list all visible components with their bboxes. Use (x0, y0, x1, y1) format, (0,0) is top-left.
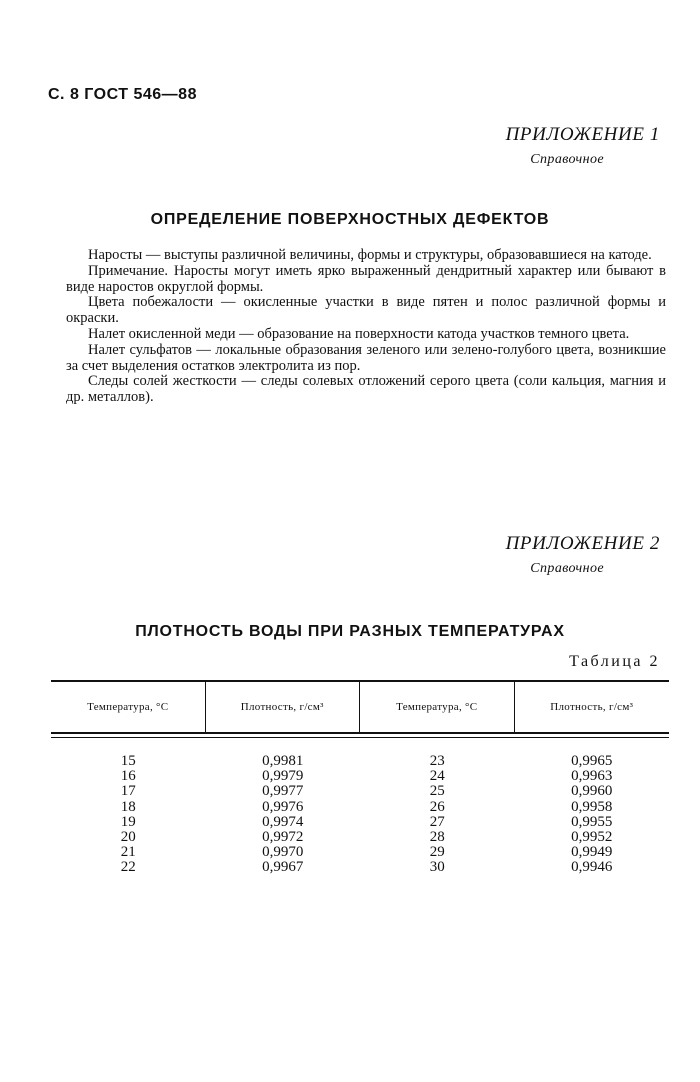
temperature-cell: 27 (429, 813, 445, 830)
definition-paragraph: Налет сульфатов — локальные образования зеленого или зелено-голубого цвета, возникшие за счет выделения остатков электролита из пор. (66, 341, 666, 374)
defects-definitions (66, 248, 666, 406)
definition-paragraph: Следы солей жесткости — следы солевых отложений серого цвета (соли кальция, магния и др. металлов). (66, 373, 666, 406)
header-temperature-left: Температура, °С (51, 682, 206, 732)
appendix-2-heading: ПЛОТНОСТЬ ВОДЫ ПРИ РАЗНЫХ ТЕМПЕРАТУРАХ (135, 623, 565, 640)
definition-paragraph: Цвета побежалости — окисленные участки в виде пятен и полос различной формы и окраски. (66, 294, 666, 327)
temperature-column-right (360, 754, 515, 888)
appendix-1-heading: ОПРЕДЕЛЕНИЕ ПОВЕРХНОСТНЫХ ДЕФЕКТОВ (150, 211, 550, 228)
temperature-cell: 24 (429, 768, 445, 785)
temperature-cell: 22 (120, 859, 136, 876)
density-cell: 0,9965 (571, 753, 613, 769)
density-cell: 0,9958 (571, 798, 613, 815)
density-cell: 0,9970 (262, 844, 304, 861)
water-density-table (51, 680, 669, 888)
appendix-2-title: ПРИЛОЖЕНИЕ 2 (505, 533, 660, 554)
density-cell: 0,9979 (262, 768, 304, 785)
temperature-cell: 17 (120, 783, 136, 800)
density-column-left (206, 754, 361, 888)
header-density-left: Плотность, г/см³ (206, 682, 361, 732)
table-body (51, 738, 669, 888)
page-header: С. 8 ГОСТ 546—88 (48, 86, 197, 103)
density-cell: 0,9967 (262, 859, 304, 876)
temperature-cell: 18 (120, 798, 136, 815)
density-cell: 0,9972 (262, 828, 304, 845)
temperature-cell: 25 (429, 783, 445, 800)
header-temperature-right: Температура, °С (360, 682, 515, 732)
density-cell: 0,9949 (571, 844, 613, 861)
appendix-1-subtitle: Справочное (530, 152, 604, 167)
density-cell: 0,9981 (262, 753, 304, 769)
table-header-row (51, 682, 669, 732)
density-cell: 0,9974 (262, 813, 304, 830)
temperature-cell: 30 (429, 859, 445, 876)
temperature-cell: 23 (429, 753, 445, 769)
appendix-2-subtitle: Справочное (530, 561, 604, 576)
appendix-1-title: ПРИЛОЖЕНИЕ 1 (505, 124, 660, 145)
density-cell: 0,9946 (571, 859, 613, 876)
density-cell: 0,9977 (262, 783, 304, 800)
note-paragraph: Примечание. Наросты могут иметь ярко выраженный дендритный характер или бывают в виде наростов округлой формы. (66, 262, 666, 295)
temperature-cell: 20 (120, 828, 136, 845)
temperature-column-left (51, 754, 206, 888)
temperature-cell: 28 (429, 828, 445, 845)
temperature-cell: 15 (120, 753, 136, 769)
temperature-cell: 19 (120, 813, 136, 830)
table-label: Таблица 2 (569, 653, 660, 670)
temperature-cell: 26 (429, 798, 445, 815)
temperature-cell: 21 (120, 844, 136, 861)
density-cell: 0,9952 (571, 828, 613, 845)
definition-paragraph: Налет окисленной меди — образование на поверхности катода участков темного цвета. (88, 325, 630, 342)
density-cell: 0,9976 (262, 798, 304, 815)
temperature-cell: 29 (429, 844, 445, 861)
density-cell: 0,9963 (571, 768, 613, 785)
density-column-right (515, 754, 670, 888)
density-cell: 0,9960 (571, 783, 613, 800)
header-density-right: Плотность, г/см³ (550, 701, 634, 713)
temperature-cell: 16 (120, 768, 136, 785)
definition-paragraph: Наросты — выступы различной величины, формы и структуры, образовавшиеся на катоде. (88, 247, 652, 263)
density-cell: 0,9955 (571, 813, 613, 830)
